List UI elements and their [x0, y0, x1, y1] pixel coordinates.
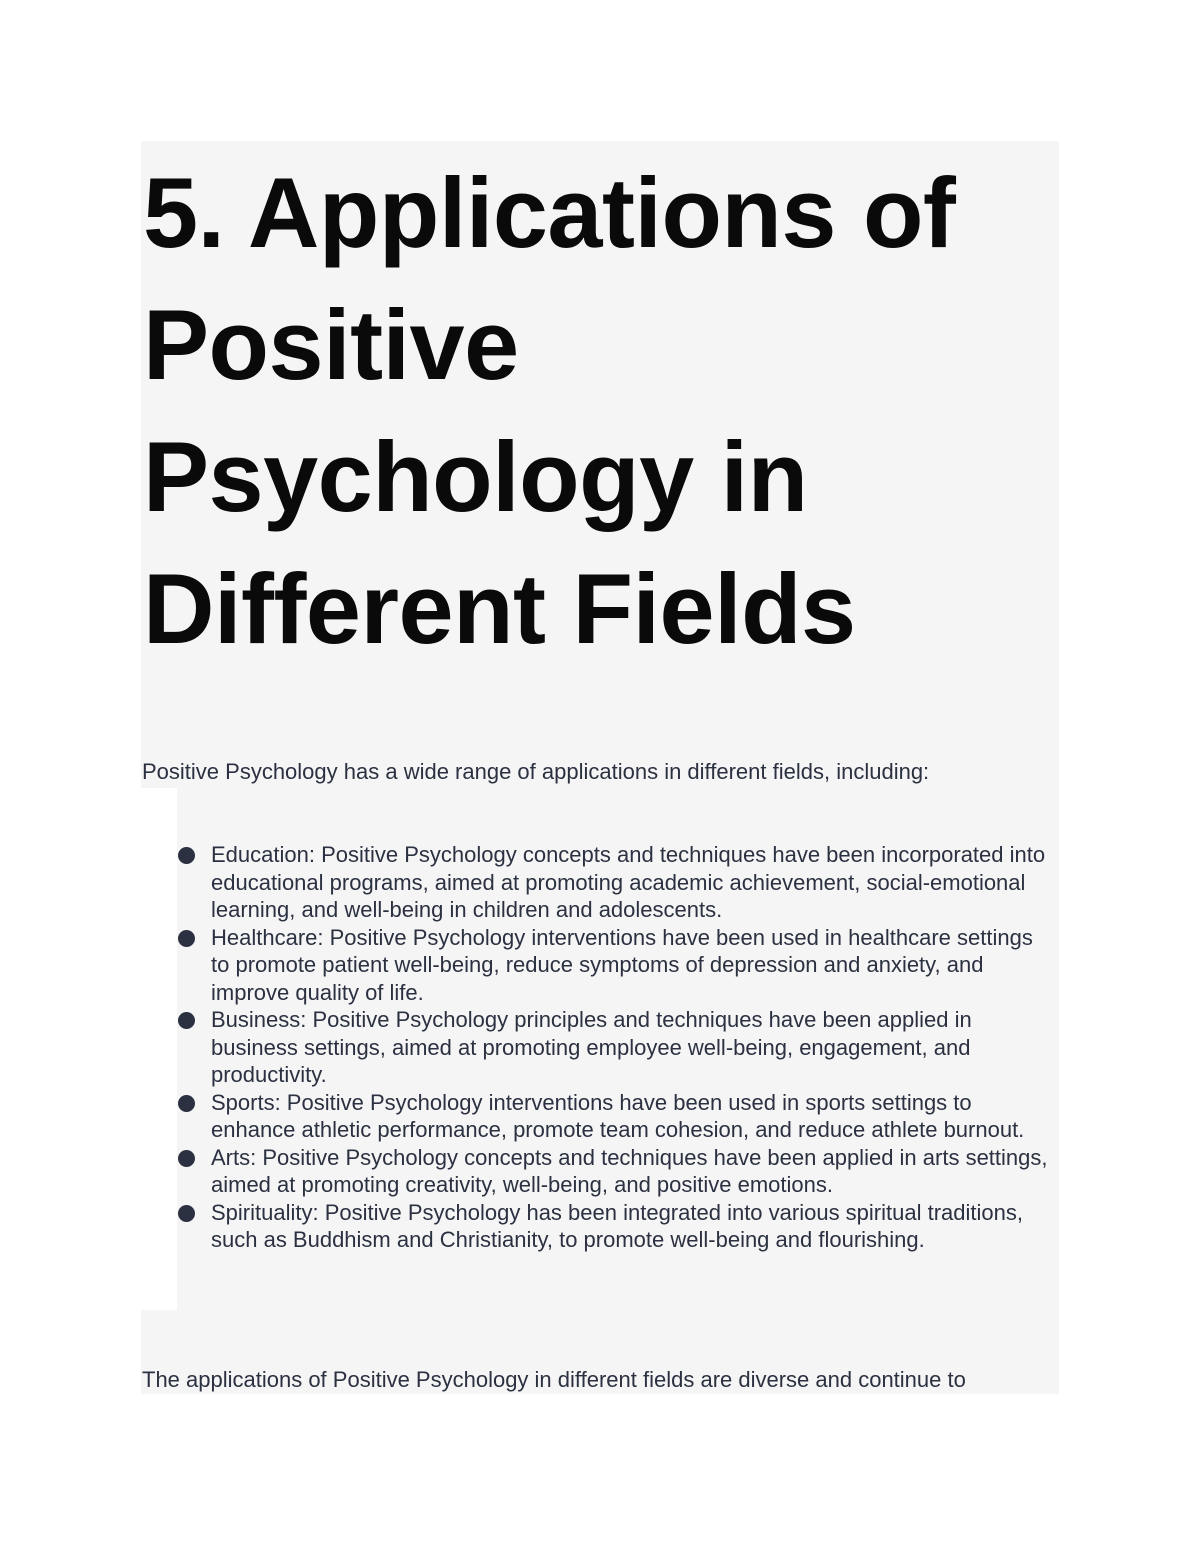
closing-paragraph: The applications of Positive Psychology in different fields are diverse and continue to — [142, 1367, 966, 1392]
list-item-text: Arts: Positive Psychology concepts and techniques have been applied in arts settings, aimed at promoting creativity, well-being, and positive emotions. — [211, 1144, 1048, 1197]
applications-list — [177, 841, 1057, 1254]
list-item — [177, 1006, 1057, 1089]
list-item — [177, 841, 1057, 924]
bullet-icon — [178, 847, 195, 864]
list-item — [177, 1144, 1057, 1199]
list-item-text: Spirituality: Positive Psychology has been integrated into various spiritual traditions, such as Buddhism and Christianity, to promote well-being and flourishing. — [211, 1199, 1023, 1252]
bullet-icon — [178, 1012, 195, 1029]
list-item — [177, 1089, 1057, 1144]
list-item-text: Healthcare: Positive Psychology interventions have been used in healthcare settings to promote patient well-being, reduce symptoms of depression and anxiety, and improve quality of life. — [211, 924, 1033, 1005]
bullet-icon — [178, 930, 195, 947]
list-item-text: Sports: Positive Psychology interventions have been used in sports settings to enhance athletic performance, promote team cohesion, and reduce athlete burnout. — [211, 1089, 1025, 1142]
list-item — [177, 1199, 1057, 1254]
bullet-icon — [178, 1150, 195, 1167]
bullet-icon — [178, 1095, 195, 1112]
intro-paragraph: Positive Psychology has a wide range of applications in different fields, including: — [142, 759, 930, 784]
list-indent-margin — [141, 788, 177, 1310]
document-content — [141, 141, 1059, 1394]
section-heading: 5. Applications of Positive Psychology in Different Fields — [143, 157, 956, 664]
list-item-text: Education: Positive Psychology concepts and techniques have been incorporated into educational programs, aimed at promoting academic achievement, social-emotional learning, and well-being in children and adolescents. — [211, 842, 1046, 922]
list-item — [177, 924, 1057, 1007]
list-item-text: Business: Positive Psychology principles and techniques have been applied in business settings, aimed at promoting employee well-being, engagement, and productivity. — [211, 1007, 972, 1087]
bullet-icon — [178, 1205, 195, 1222]
